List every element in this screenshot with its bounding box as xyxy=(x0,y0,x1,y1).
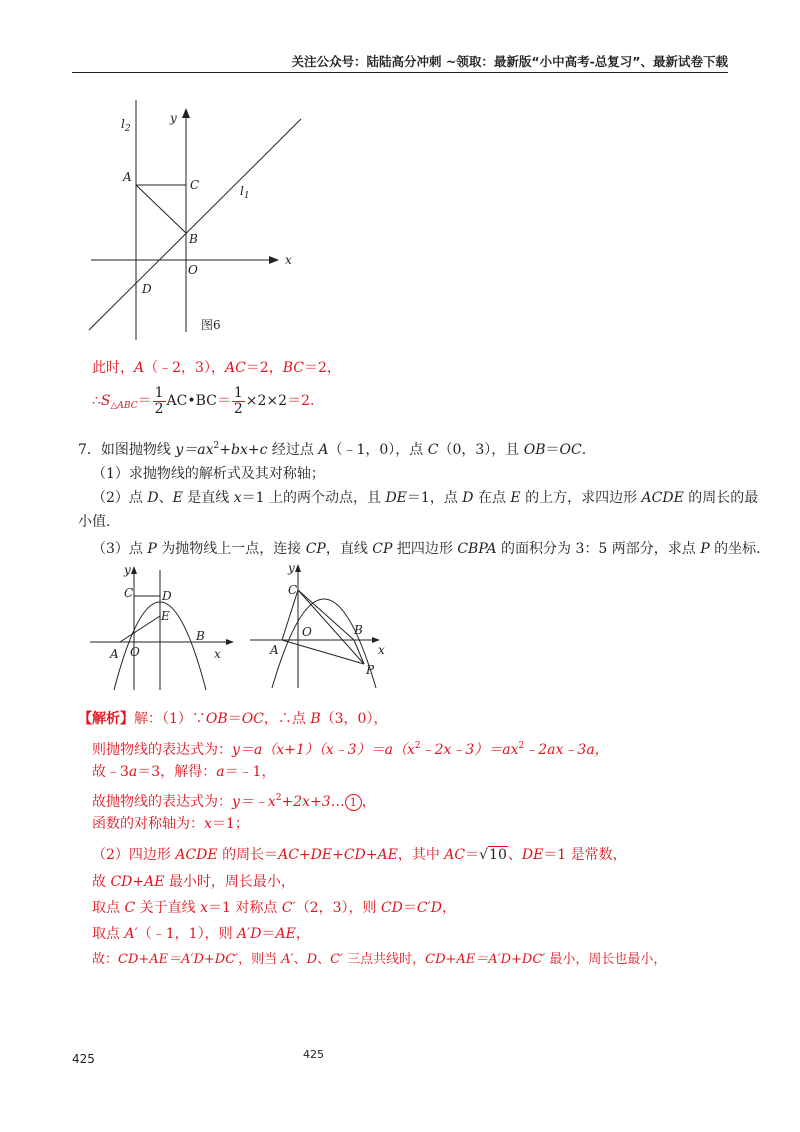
page-number-center: 425 xyxy=(303,1048,324,1061)
figure-caption: 图6 xyxy=(201,318,221,332)
label-c: C xyxy=(124,586,134,600)
problem-7-q1: （1）求抛物线的解析式及其对称轴； xyxy=(92,466,325,482)
y-axis-arrow xyxy=(295,564,301,572)
label-a: A xyxy=(270,643,279,657)
parabola-figure-left xyxy=(88,562,238,692)
label-b: B xyxy=(354,623,363,637)
segment-ab xyxy=(136,185,186,233)
circled-number: 1 xyxy=(345,794,362,811)
label-l2: $l_2$ xyxy=(121,117,131,134)
parabola-curve xyxy=(272,599,376,688)
analysis-tag: 【解析】 xyxy=(78,711,134,727)
y-axis-arrow xyxy=(131,566,137,574)
analysis-line-3: 故﹣3a＝3，解得：a＝﹣1， xyxy=(92,764,276,780)
segment-ae xyxy=(120,616,160,642)
label-b: B xyxy=(189,232,198,246)
fraction-half-2: $\frac{1}{2}$ xyxy=(233,384,243,417)
label-o: O xyxy=(188,263,198,277)
analysis-line-4: 故抛物线的表达式为：$y=﹣x^2+2x+3\dots$ 1 ， xyxy=(92,793,376,810)
label-a: A xyxy=(123,170,132,184)
analysis-line-5: 函数的对称轴为：x＝1； xyxy=(92,816,249,832)
page-header: 关注公众号：陆陆高分冲刺 ~领取：最新版“小中高考-总复习”、最新试卷下载 xyxy=(291,54,728,69)
label-x: x xyxy=(285,253,292,267)
segment-bp xyxy=(354,640,364,664)
label-e: E xyxy=(161,609,170,623)
label-o: O xyxy=(302,625,312,639)
analysis-line-10: 故：CD+AE＝A′D+DC′，则当 A′、D、C′ 三点共线时，CD+AE＝A′D+DC′ 最小，周长也最小， xyxy=(92,952,667,967)
analysis-line-2: 则抛物线的表达式为：$y=a(x+1)(x﹣3)=a(x^2﹣2x﹣3)=ax^2﹣2ax﹣3a$， xyxy=(92,741,609,758)
label-l1: $l_1$ xyxy=(240,184,250,201)
label-d: D xyxy=(142,282,152,296)
x-axis-arrow xyxy=(269,256,279,264)
label-a: A xyxy=(110,647,119,661)
label-d: D xyxy=(162,589,172,603)
label-c: C xyxy=(190,178,200,192)
label-c: C xyxy=(288,583,298,597)
sqrt-ten: √10 xyxy=(479,847,507,863)
label-x: x xyxy=(378,643,385,657)
analysis-line-6: （2）四边形 ACDE 的周长＝AC+DE+CD+AE，其中 AC＝√10、DE＝1 是常数， xyxy=(92,847,627,863)
fraction-half: $\frac{1}{2}$ xyxy=(154,384,164,417)
problem-7-q2: （2）点 D、E 是直线 x＝1 上的两个动点，且 DE＝1，点 D 在点 E 的上方，求四边形 ACDE 的周长的最 xyxy=(92,490,759,506)
solution-area-formula: $\therefore S_{\triangle ABC}=$ $\frac{1}{2}$ AC•BC＝ $\frac{1}{2}$ ×2×2＝2. xyxy=(92,384,315,417)
analysis-line-8: 取点 C 关于直线 x＝1 对称点 C′（2，3），则 CD＝C′D， xyxy=(92,900,457,916)
figure-6 xyxy=(85,100,315,340)
page-number-left: 425 xyxy=(72,1052,95,1066)
header-rule xyxy=(72,72,728,73)
label-x: x xyxy=(214,647,221,661)
label-y: y xyxy=(288,561,295,575)
label-o: O xyxy=(130,645,140,659)
problem-7-q3: （3）点 P 为抛物线上一点，连接 CP，直线 CP 把四边形 CBPA 的面积分为 3：5 两部分，求点 P 的坐标. xyxy=(92,541,761,557)
solution-line-1: 此时，A（﹣2，3），AC＝2，BC＝2， xyxy=(92,360,341,376)
label-b: B xyxy=(196,629,205,643)
analysis-line-7: 故 CD+AE 最小时，周长最小， xyxy=(92,874,295,890)
problem-7-intro: 7．如图抛物线 $y=ax^2+bx+c$ 经过点 A（﹣1，0），点 C（0，3），且 OB＝OC. xyxy=(78,441,587,458)
label-y: y xyxy=(124,563,131,577)
problem-7-q2-cont: 小值. xyxy=(78,514,111,530)
y-axis-arrow xyxy=(182,108,190,118)
segment-ap xyxy=(282,640,364,664)
label-y: y xyxy=(170,111,177,125)
parabola-figure-right xyxy=(248,560,398,690)
analysis-line-9: 取点 A′（﹣1，1），则 A′D＝AE， xyxy=(92,926,310,942)
analysis-line-1: 【解析】解：（1）∵OB＝OC，∴点 B（3，0）， xyxy=(78,711,388,727)
line-l1 xyxy=(89,119,301,330)
segment-ca xyxy=(282,590,298,640)
x-axis-arrow xyxy=(226,639,234,645)
label-p: P xyxy=(366,663,375,677)
